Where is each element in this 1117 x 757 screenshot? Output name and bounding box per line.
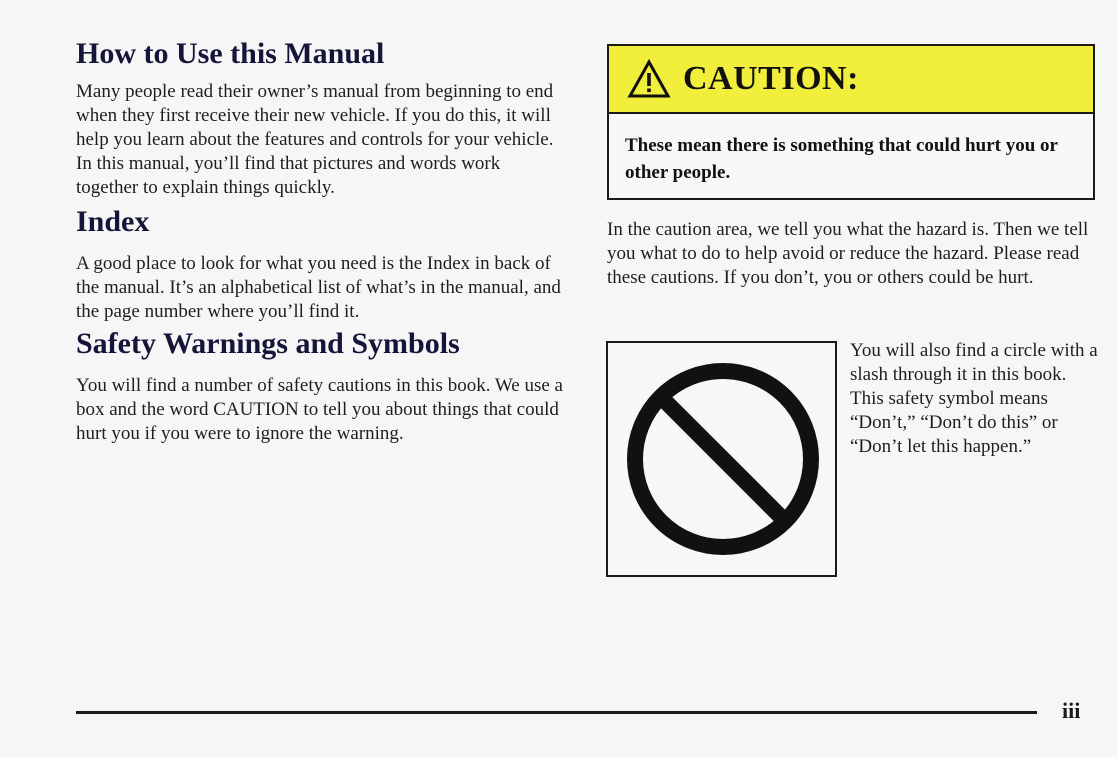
left-column	[76, 36, 566, 446]
caution-header	[609, 46, 1093, 114]
paragraph-caution-explanation: In the caution area, we tell you what the hazard is. Then we tell you what to do to help avoid or reduce the hazard. Please read these cautions. If you don’t, you or others could be hurt.	[607, 219, 1089, 288]
section-title-how-to-use: How to Use this Manual	[76, 37, 385, 70]
section-title-safety: Safety Warnings and Symbols	[76, 327, 460, 360]
caution-body: These mean there is something that could hurt you or other people.	[625, 135, 1058, 183]
caution-title: CAUTION:	[683, 60, 859, 97]
page-number: iii	[1062, 698, 1081, 723]
warning-triangle-icon	[627, 59, 671, 99]
paragraph-symbol-explanation: You will also find a circle with a slash through it in this book. This safety symbol means “Don’t,” “Don’t do this” or “Don’t let this happen.”	[850, 340, 1098, 457]
paragraph-index: A good place to look for what you need is the Index in back of the manual. It’s an alphabetical list of what’s in the manual, and the page number where you’ll find it.	[76, 253, 561, 322]
paragraph-how-to-use: Many people read their owner’s manual from beginning to end when they first receive their new vehicle. If you do this, it will help you learn about the features and controls for your vehicle. In this manual, you’ll find that pictures and words work together to explain things quickly.	[76, 81, 554, 198]
footer-rule	[76, 711, 1037, 714]
section-title-index: Index	[76, 205, 150, 238]
no-symbol-icon	[619, 355, 827, 563]
caution-box	[607, 44, 1095, 200]
paragraph-safety: You will find a number of safety cautions in this book. We use a box and the word CAUTION to tell you about things that could hurt you if you were to ignore the warning.	[76, 375, 563, 444]
no-symbol-box	[606, 341, 837, 577]
